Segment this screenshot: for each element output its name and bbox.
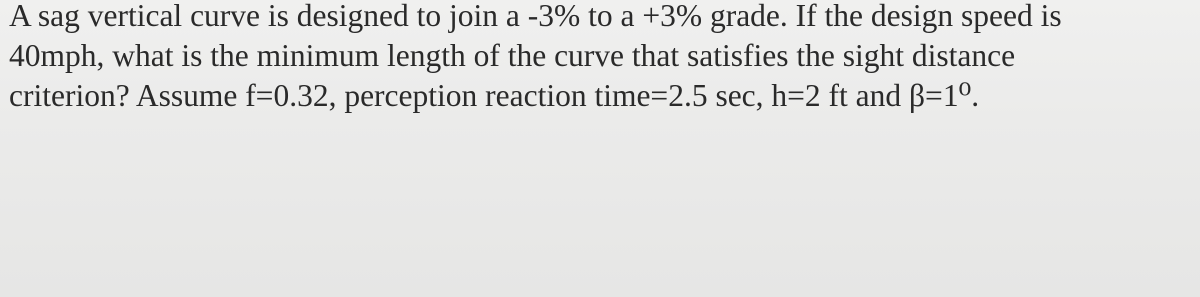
question-line-1: A sag vertical curve is designed to join a -3% to a +3% grade. If the design speed is [9,0,1062,33]
question-line-2: 40mph, what is the minimum length of the curve that satisfies the sight distance [9,38,1016,73]
question-line-3: criterion? Assume f=0.32, perception reaction time=2.5 sec, h=2 ft and β=1⁰. [9,78,980,113]
question-text [9,0,1189,116]
